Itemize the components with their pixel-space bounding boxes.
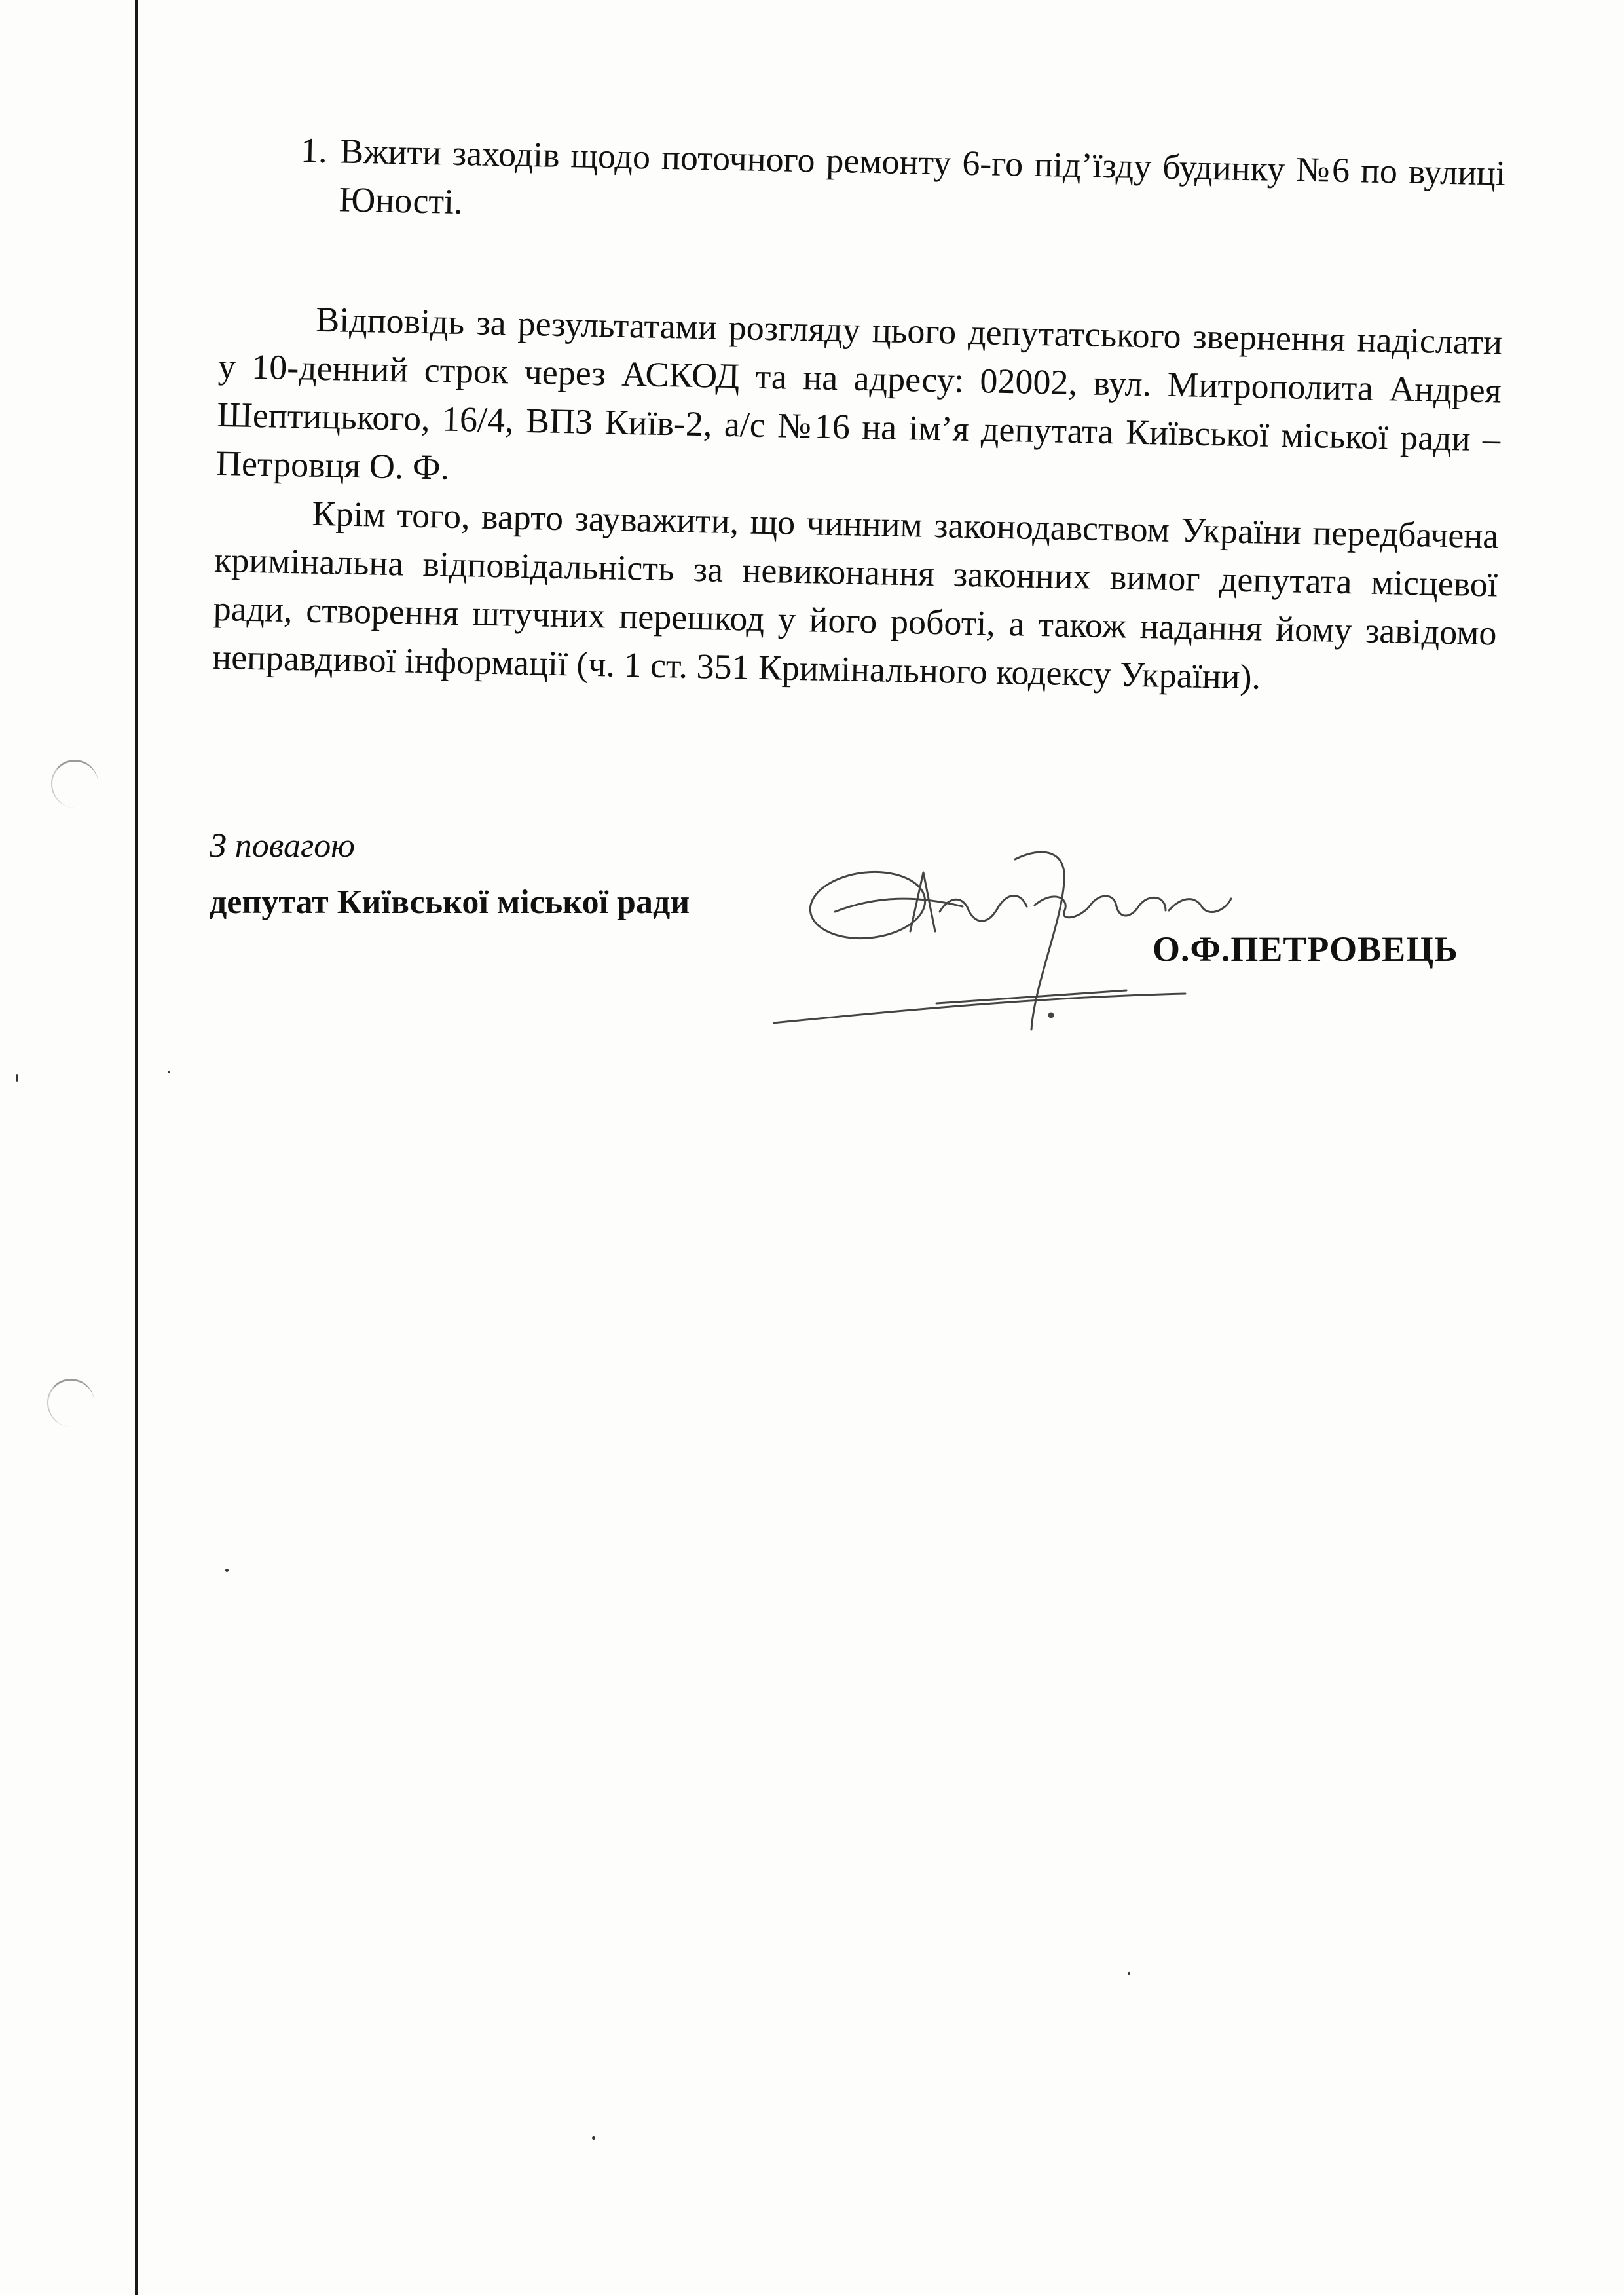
punch-hole-mark (51, 760, 98, 808)
binding-margin-line (135, 0, 138, 2295)
scan-speck (1128, 1972, 1130, 1975)
scan-speck (225, 1569, 229, 1572)
scan-speck (592, 2136, 595, 2140)
letter-body (212, 124, 1506, 705)
response-instructions-paragraph: Відповідь за результатами розгляду цього депутатського звернення надіслати у 10-денний строк через АСКОД та на адресу: 02002, вул. Митрополита Андрея Шептицького, 16/4, ВПЗ Київ-2, а/с №16 на ім’я депутата Київської міської ради – Петровця О. Ф. (215, 299, 1503, 487)
list-item (221, 124, 1505, 246)
closing-regards: З повагою (210, 827, 355, 865)
punch-hole-mark (47, 1379, 94, 1427)
scan-speck (16, 1074, 18, 1082)
signatory-name: О.Ф.ПЕТРОВЕЦЬ (1153, 929, 1458, 969)
scan-speck (168, 1071, 170, 1073)
list-item-number: 1. (300, 130, 328, 171)
signature-block (210, 827, 1519, 1062)
signatory-position: депутат Київської міської ради (210, 884, 690, 921)
liability-paragraph: Крім того, варто зауважити, що чинним законодавством України передбачена кримінальна відповідальність за невиконання законних вимог депутата місцевої ради, створення штучних перешкод у його роботі, а також надання йому завідомо неправдивої інформації (ч. 1 ст. 351 Кримінального кодексу України). (212, 493, 1499, 697)
list-item-text: Вжити заходів щодо поточного ремонту 6-го під’їзду будинку №6 по вулиці Юності. (339, 131, 1506, 222)
